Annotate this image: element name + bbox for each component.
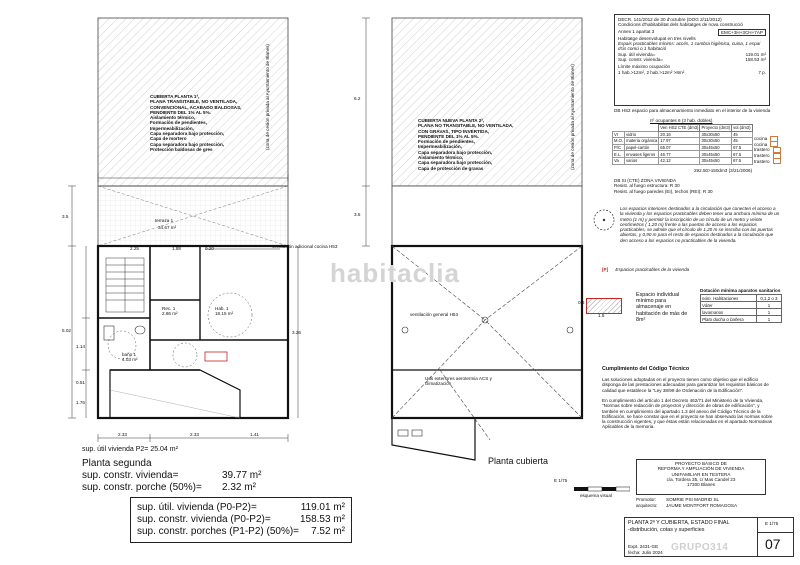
dim-label: 1.88 — [172, 246, 181, 251]
right-vent-label: ventilación general H53 — [410, 312, 459, 317]
project-line: 17300 Blanes — [686, 482, 716, 488]
dim-label: 2.25 — [130, 246, 139, 251]
roof-note-line: CUBIERTA NUEVA PLANTA 2ª, — [418, 118, 485, 123]
waste-total: 292.50>150dm3 (3/21/2006) — [694, 168, 753, 173]
left-roof-note — [150, 94, 270, 152]
total-line-1: sup. útil. vivienda (P0-P2)= 119.01 m² — [137, 502, 345, 513]
dim-label: 2.33 — [190, 432, 199, 437]
total-line-3: sup. constr. porches (P1-P2) (50%)= 7.52 m² — [137, 526, 345, 537]
dim-label: 0.20 — [205, 246, 214, 251]
sheet-expt: Expt. 2431-GE — [628, 544, 659, 549]
roof-note-line: Impermeabilización, — [150, 125, 194, 131]
firm-logo: GRUPO314 — [671, 542, 729, 553]
dim-label: 1.41 — [250, 432, 259, 437]
roof-note-line: Capa separadora bajo protección, — [418, 160, 493, 166]
sheet-box — [624, 517, 794, 557]
sanitary-head: núm. Habitaciones — [701, 295, 757, 302]
dim-label: 3.26 — [292, 330, 301, 335]
right-dim-label: 6.2 — [354, 96, 361, 101]
storage-dim: 0.6 — [578, 300, 585, 305]
right-dim-label: 3.5 — [354, 212, 361, 217]
circulation-text: Los espacios interiores destinados a la circulación que conecten el acceso a la vivienda y los espacios practicables deben tener una anchura mínima de un metro (1 m) y permitir la inscripción de un círculo de un metro y veinte centímetros ( 1,20 m) frente a las puertas de acceso a los espacios practicables, se admite que el círculo de 1,20 m se inscriba con las puertas abiertas, y 0,90 m para el resto de espacios destinados a la circulación que den acceso a los espacios no practicables de la vivienda. — [620, 206, 780, 243]
area-p2: sup. útil vivienda P2= 25.04 m² — [82, 446, 178, 453]
db-hs2-line: DB HS2 espacio para almacenamiento inmediato en el interior de la vivienda — [614, 108, 771, 113]
dim-label: 3.5 — [62, 214, 69, 219]
dim-label: 0.51 — [76, 380, 85, 385]
roof-note-line: PENDIENTE DEL 1% AL 5%. — [418, 133, 479, 139]
sheet-subtitle: -distribución, cotas y superficies — [628, 527, 705, 533]
decree-line: Condicions d'habitabilitat dels habitatges de nova construcció — [618, 22, 743, 28]
decree-box — [614, 14, 770, 106]
storage-dim: 1.5 — [598, 313, 605, 318]
roof-note-line: Capa de mortero — [150, 136, 187, 142]
totals-box — [130, 497, 352, 543]
decree-constr: Sup. constr. vivienda= 158.53 m² — [618, 56, 766, 62]
roof-note-line: PLANA NO TRANSITABLE, NO VENTILADA, — [418, 123, 514, 129]
sanitary-row: Váter 1 — [701, 302, 782, 309]
sanitary-block — [700, 288, 790, 323]
sanitary-head: 0,1,2 o 3 — [756, 295, 781, 302]
project-line: c/a. Tordera 35, c/ Mas Candel 23 — [666, 476, 736, 482]
vent-label: ventilación adicional cocina H53 — [272, 244, 338, 249]
room-hab1: Hab. 1 18.15 m² — [215, 306, 234, 317]
decree-line: Habitatge desenvolupat en tres nivells — [618, 35, 696, 41]
waste-row: E.L. envases ligeros 46.77 30x45x50 67.5 — [613, 151, 753, 158]
left-side-label: (zona de cesión privada al Ayuntamiento de Blanes) — [265, 44, 270, 150]
roof-note-line: CONVENCIONAL, ACABADO BALDOSAS, — [150, 104, 242, 110]
decree-line: Annex 1 apartat 3 EMC+3H+3CH+7AP — [618, 29, 766, 36]
roof-note-line: Aislamiento térmico, — [150, 115, 196, 121]
waste-bin: cocina — [754, 136, 781, 142]
waste-row: P/C papel-cartón 65.07 30x45x50 67.5 — [613, 144, 753, 151]
arquitecto-row: arquitecto: JAUME MONTFORT ROMAGOSA — [636, 503, 738, 508]
roof-note-line: Protección baldosas de gres — [150, 146, 213, 152]
code-p1: Las soluciones adoptadas en el proyecto tienen como objetivo que el edificio disponga de las prestaciones adecuadas para garantizar los requisitos básicos de calidad que establece la "Ley 38/99 de Ordenación de la Edificación". — [602, 377, 769, 393]
room-bano1: baño 1 4.03 m² — [122, 352, 138, 363]
decree-occupancy: 1 hab.>12m², 2 hab.>12m² >8m² 7 p. — [618, 69, 766, 75]
roof-note-line: Impermeabilización, — [418, 144, 462, 150]
watermark: habitaclia — [330, 258, 460, 288]
waste-bin: trastero — [754, 147, 781, 153]
room-rec1: Rec. 1 2.86 m² — [162, 306, 178, 317]
sheet-title: PLANTA 2ª Y CUBIERTA, ESTADO FINAL — [628, 520, 730, 526]
scale-bar-label: esquema visual — [580, 493, 612, 498]
waste-bin: trastero — [754, 158, 781, 164]
circulation-icon — [592, 208, 616, 232]
decree-line: Límite máximo ocupación — [618, 64, 671, 70]
terrace-label: terraza 1 — [155, 218, 174, 223]
right-side-label: (zona de cesión privada al Ayuntamiento de Blanes) — [570, 64, 575, 170]
left-plan — [0, 0, 338, 460]
right-units-label: Uds exteriores aerotermia ACS y climatización — [425, 376, 492, 387]
right-plan-title: Planta cubierta — [488, 456, 549, 466]
roof-note-line: Aislamiento térmico, — [418, 154, 464, 160]
waste-bin: trastero — [754, 153, 781, 159]
waste-bin: cocina — [754, 142, 781, 148]
dim-label: 1.76 — [76, 400, 85, 405]
project-box — [636, 459, 766, 495]
waste-bins — [754, 136, 781, 164]
roof-note-line: Capa separadora bajo protección, — [150, 130, 225, 136]
left-plan-drawing — [0, 0, 310, 460]
circulation-legend: [P] Espacios practicables de la vivienda — [602, 267, 690, 272]
terrace-area: 34.67 m² — [158, 225, 177, 230]
project-line: PROYECTO BÁSICO DE — [675, 461, 727, 466]
plan-title — [82, 458, 282, 494]
plan-area-line-1: sup. constr. vivienda= 39.77 m² — [82, 470, 262, 481]
sanitary-title: Dotación mínima aparatos sanitarios — [700, 288, 781, 293]
dim-label: 2.33 — [118, 432, 127, 437]
dim-label: 1.14 — [76, 344, 85, 349]
waste-row: Va varios 42.12 30x45x50 67.5 — [613, 157, 753, 164]
storage-text: Espacio individual mínimo para almacenaje en habitación de más de 8m² — [636, 292, 688, 323]
sheet-date: fecha: Julio 2024 — [628, 550, 663, 555]
code-block — [602, 366, 776, 430]
waste-row: M.O. materia orgánica 17.97 30x30x50 45 — [613, 138, 753, 145]
right-plan-drawing — [330, 0, 590, 480]
sanitary-row: lavamanos 1 — [701, 309, 782, 316]
roof-note-line: CUBIERTA PLANTA 1ª, — [150, 94, 200, 99]
storage-diagram — [580, 292, 630, 318]
code-title: Cumplimiento del Código Técnico — [602, 366, 690, 372]
roof-note-line: PLANA TRANSITABLE, NO VENTILADA, — [150, 99, 238, 105]
decree-line: DECR. 141/2012 de 30 d'octubre (DOG 2/11/2012) — [618, 17, 722, 22]
plan-area-line-2: sup. constr. porche (50%)= 2.32 m² — [82, 482, 256, 493]
scale-bar — [574, 486, 630, 492]
code-p2: En cumplimiento del artículo 1 del Decreto 462/71 del Ministerio de la Vivienda, "Normas sobre redacción de proyectos y dirección de obras de edificación", y también en cumplimiento del apartado 1.3 del anexo del Código Técnico de la Edificación, se hace constar que en el proyecto se han observado las normas sobre la construcción vigentes, y que éstas están relacionadas en el apartado Normativas Aplicables de la memoria. — [602, 398, 773, 430]
project-line: REFORMA Y AMPLIACIÓN DE VIVIENDA — [657, 466, 745, 472]
roof-note-line: Formación de pendientes, — [418, 139, 475, 145]
right-plan — [330, 0, 590, 480]
sanitary-row: Plato ducha o bañera 1 — [701, 316, 782, 323]
scale-label: E 1/75 — [554, 478, 568, 483]
si-block: DB SI (CTE) ZONA VIVIENDA Resist. al fuego estructura: R 30 Resist. al fuego paredes (EI), techos (REI): R 30 — [614, 178, 713, 194]
total-line-2: sup. constr. vivienda (P0-P2)= 158.53 m² — [137, 514, 345, 525]
decree-util: Sup. útil vivienda= 119.01 m² — [618, 51, 766, 57]
waste-table: Ven HS2 CTE (dm3) Proyecto (dm3) vol.(dm3) VI vidrio 20.16 30x30x50 45 M.O. materia orgánica 17.97 30x30x50 45 P/C papel-cartón 65.07 30x45x50 67.5 E.L. envases ligeros 46.77 30x45x50 67.5 Va varios 42.12 30x45x50 67.5 — [614, 125, 751, 164]
roof-note-line: CON GRAVAS, TIPO INVERTIDA, — [418, 128, 490, 134]
db-occupants: nº ocupantes 6 (3 hab. dobles) — [650, 118, 713, 123]
waste-row: VI vidrio 20.16 30x30x50 45 — [613, 131, 753, 138]
plan-name: Planta segunda — [82, 458, 152, 469]
right-roof-note — [418, 118, 548, 171]
roof-note-line: Capa de protección de gravas — [418, 165, 484, 171]
promotor-row: Promotor: SOMRIE PSI MADRID SL — [636, 497, 720, 502]
roof-note-line: Capa separadora bajo protección, — [150, 141, 225, 147]
roof-note-line: Formación de pendientes, — [150, 120, 207, 126]
roof-note-line: Capa separadora bajo protección, — [418, 149, 493, 155]
dim-label: 5.02 — [62, 328, 71, 333]
decree-line: Espais practicables mínims: accés, 1 cambra higiènica, cuina, 1 espai d'ús comú o 1 habitació — [618, 41, 761, 52]
decree-tag: EMC+3H+3CH+7AP — [718, 29, 766, 36]
project-line: UNIFAMILIAR EN TESTERA — [671, 471, 731, 477]
roof-note-line: PENDIENTE DEL 1% AL 5%. — [150, 109, 211, 115]
sheet-scale: E 1/75 — [765, 521, 779, 526]
sheet-number: 07 — [765, 536, 781, 552]
